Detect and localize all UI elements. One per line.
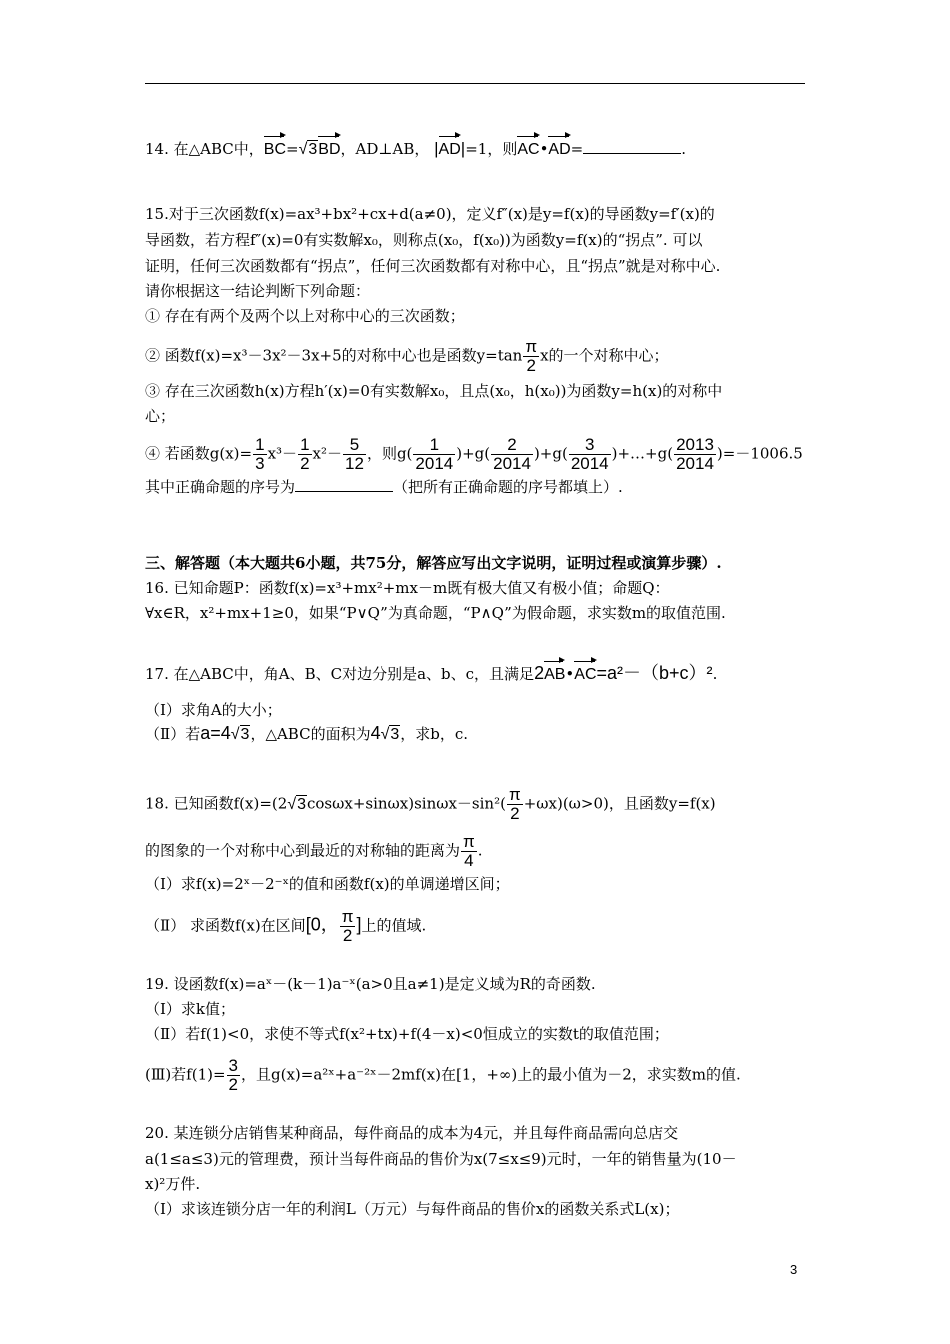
frac-den: 2 — [526, 356, 536, 375]
q17-text: 17. 在△ABC中，角A、B、C对边分别是a、b、c，且满足 — [145, 665, 535, 683]
dot-product: • — [539, 140, 549, 158]
frac-num: π — [341, 907, 354, 926]
frac-den: 2 — [228, 1075, 239, 1094]
q15-answer-prompt: 其中正确命题的序号为 — [145, 478, 296, 496]
frac-den: 2014 — [493, 454, 531, 473]
frac-num: 1 — [255, 435, 265, 454]
q17-period: . — [712, 665, 718, 683]
q16-line-2: ∀x∈R，x²+mx+1≥0，如果“P∨Q”为真命题，“P∧Q”为假命题，求实数m的取值范围. — [145, 604, 726, 622]
interval-open: [0， — [305, 914, 339, 935]
q17-text: ，求b，c. — [400, 725, 469, 743]
frac-den: 2 — [510, 804, 520, 823]
q17-part-1: （Ⅰ）求角A的大小； — [145, 701, 282, 719]
frac-num: π — [525, 337, 538, 356]
interval-close: ] — [356, 914, 362, 935]
sqrt-radicand: 3 — [308, 141, 318, 158]
q15-item-4 — [145, 436, 803, 473]
q18-period: . — [477, 841, 483, 860]
q17-expression: =a²－（b+c）² — [596, 663, 713, 683]
q14-text-c: =1，则 — [465, 140, 518, 158]
vector-ac: AC — [517, 139, 539, 161]
frac-num: 2 — [491, 436, 533, 455]
frac-num: 1 — [300, 435, 310, 454]
sqrt-3: √3 — [230, 726, 250, 743]
q18-text: 上的值域. — [361, 916, 427, 935]
q15-text: )+g( — [533, 444, 568, 463]
q19-text: ，且g(x)=a²ˣ+a⁻²ˣ－2mf(x)在[1，+∞)上的最小值为－2，求实数m的值. — [241, 1065, 741, 1084]
frac-den: 2014 — [570, 454, 609, 473]
q18-text: 的图象的一个对称中心到最近的对称轴的距离为 — [145, 841, 461, 860]
page-number: 3 — [790, 1262, 798, 1277]
frac-num: 3 — [228, 1056, 239, 1075]
q18-text: 18. 已知函数f(x)=(2 — [145, 794, 288, 813]
frac-num: 1 — [413, 436, 455, 455]
q20-line-1: 20. 某连锁分店销售某种商品，每件商品的成本为4元，并且每件商品需向总店交 — [145, 1124, 679, 1142]
q17-line-1 — [145, 662, 717, 686]
q15-answer-line — [145, 476, 623, 498]
q15-item-1: ① 存在有两个及两个以上对称中心的三次函数； — [145, 307, 465, 325]
q15-item-3: ③ 存在三次函数h(x)方程h′(x)=0有实数解x₀，且点(x₀，h(x₀))为函数y=h(x)的对称中 — [145, 382, 723, 400]
fraction-pi-over-4 — [461, 833, 477, 870]
frac-den: 2 — [342, 926, 353, 945]
a-equals: a=4 — [200, 723, 231, 743]
q14-text-b: ，AD⊥AB， — [340, 140, 430, 158]
fraction-2013-2014 — [674, 436, 716, 473]
q18-text: +ωx)(ω>0)，且函数y=f(x) — [523, 794, 716, 813]
frac-den: 2 — [300, 454, 310, 473]
fraction-1-2014 — [413, 436, 455, 473]
q19-text: (Ⅲ)若f(1)= — [145, 1065, 226, 1084]
q17-text: （Ⅱ）若 — [145, 725, 201, 743]
frac-den: 2014 — [415, 454, 454, 473]
frac-den: 2014 — [676, 454, 714, 473]
q18-text: cosωx+sinωx)sinωx－sin²( — [307, 794, 506, 813]
frac-num: 5 — [343, 436, 366, 455]
q15-line-2: 导函数，若方程f″(x)=0有实数解x₀，则称点(x₀，f(x₀))为函数y=f(x)的“拐点”. 可以 — [145, 231, 703, 249]
q19-line-1: 19. 设函数f(x)=aˣ－(k－1)a⁻ˣ(a>0且a≠1)是定义域为R的奇函数. — [145, 975, 596, 993]
abs-ad: |AD| — [434, 139, 465, 158]
q14-text: 14. 在△ABC中， — [145, 140, 264, 158]
vector-ad: AD — [439, 139, 461, 161]
q15-item-2-tail: x的一个对称中心； — [540, 346, 669, 365]
fraction-pi-over-2 — [340, 908, 356, 945]
frac-den: 3 — [255, 454, 265, 473]
vector-bc: BC — [264, 139, 286, 161]
q18-part-1: （Ⅰ）求f(x)=2ˣ－2⁻ˣ的值和函数f(x)的单调递增区间； — [145, 875, 510, 893]
vector-ac: AC — [574, 664, 596, 686]
vector-bd: BD — [318, 139, 340, 161]
fraction-2-2014 — [491, 436, 533, 473]
q15-item-4-text: ④ 若函数g(x)= — [145, 444, 253, 463]
header-rule — [145, 83, 805, 84]
sqrt-3: √3 — [287, 795, 306, 813]
frac-den: 4 — [464, 851, 474, 870]
fraction-3-2 — [227, 1057, 240, 1094]
q19-part-2: （Ⅱ）若f(1)<0，求使不等式f(x²+tx)+f(4－x)<0恒成立的实数t的取值范围； — [145, 1025, 669, 1043]
q18-line-1 — [145, 786, 716, 823]
answer-blank-15[interactable] — [295, 477, 393, 492]
fraction-5-12 — [343, 436, 366, 473]
q17-text: ，△ABC的面积为 — [250, 725, 371, 743]
answer-blank-14[interactable] — [583, 139, 681, 154]
q18-text: （Ⅱ） 求函数f(x)在区间 — [145, 916, 306, 935]
sqrt-3-b: √3 — [380, 726, 400, 743]
fraction-pi-over-2 — [523, 338, 539, 375]
vector-ab: AB — [544, 664, 565, 686]
section-heading: 三、解答题（本大题共6小题，共75分，解答应写出文字说明，证明过程或演算步骤）. — [145, 554, 722, 572]
q15-text: )+g( — [456, 444, 491, 463]
q15-text: )=－1006.5 — [716, 444, 803, 463]
q20-line-3: x)²万件. — [145, 1175, 201, 1193]
fraction-pi-over-2 — [507, 786, 523, 823]
frac-num: π — [508, 785, 521, 804]
fraction-1-3 — [253, 436, 266, 473]
q18-line-2 — [145, 833, 483, 870]
q15-line-1: 15.对于三次函数f(x)=ax³+bx²+cx+d(a≠0)，定义f″(x)是y=f(x)的导函数y=f′(x)的 — [145, 205, 715, 223]
frac-num: 2013 — [676, 435, 714, 454]
q19-part-3 — [145, 1057, 741, 1094]
q14-eq: = — [286, 140, 299, 158]
q15-item-3-cont: 心； — [145, 407, 176, 425]
q15-text: x³－ — [267, 444, 298, 463]
coef-four: 4 — [370, 723, 381, 743]
q16-line-1: 16. 已知命题P：函数f(x)=x³+mx²+mx－m既有极大值又有极小值；命题Q： — [145, 579, 670, 597]
q15-text: x²－ — [312, 444, 343, 463]
q15-answer-note: （把所有正确命题的序号都填上）. — [393, 478, 623, 496]
q20-part-1: （Ⅰ）求该连锁分店一年的利润L（万元）与每件商品的售价x的函数关系式L(x)； — [145, 1200, 680, 1218]
q15-text: ，则g( — [366, 444, 413, 463]
q18-part-2 — [145, 908, 426, 945]
q20-line-2: a(1≤a≤3)元的管理费，预计当每件商品的售价为x(7≤x≤9)元时，一年的销售量为(10－ — [145, 1150, 737, 1168]
coef-two: 2 — [534, 663, 545, 683]
vector-ad-2: AD — [548, 139, 570, 161]
question-14 — [145, 138, 686, 161]
q15-line-4: 请你根据这一结论判断下列命题： — [145, 282, 371, 300]
q15-line-3: 证明，任何三次函数都有“拐点”，任何三次函数都有对称中心，且“拐点”就是对称中心. — [145, 257, 721, 275]
fraction-1-2 — [298, 436, 311, 473]
fraction-3-2014 — [569, 436, 611, 473]
q19-part-1: （Ⅰ）求k值； — [145, 1000, 236, 1018]
q14-eq-2: = — [570, 140, 584, 158]
sqrt-radicand: 3 — [390, 726, 400, 743]
sqrt-radicand: 3 — [240, 726, 250, 743]
q14-period: . — [681, 140, 687, 158]
frac-num: 3 — [569, 436, 611, 455]
q15-text: )+…+g( — [611, 444, 674, 463]
q15-item-2-text: ② 函数f(x)=x³－3x²－3x+5的对称中心也是函数y=tan — [145, 346, 523, 365]
sqrt-3: √3 — [298, 141, 318, 158]
q17-part-2 — [145, 722, 468, 746]
sqrt-radicand: 3 — [297, 795, 306, 813]
frac-den: 12 — [345, 454, 364, 473]
frac-num: π — [463, 832, 475, 851]
dot-product: • — [565, 665, 575, 683]
q15-item-2 — [145, 338, 669, 375]
